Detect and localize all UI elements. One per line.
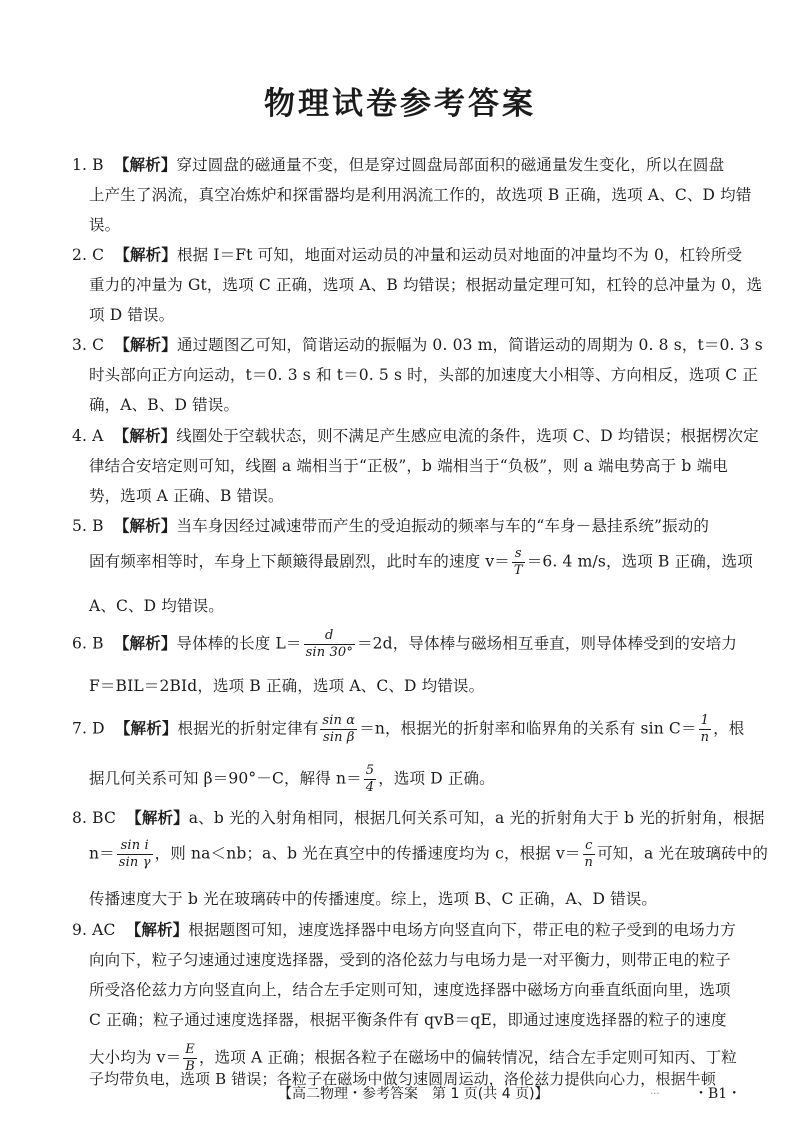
answer-1-number: 1. B [72, 156, 104, 174]
answer-4-line-2: 律结合安培定则可知，线圈 a 端相当于“正极”，b 端相当于“负极”，则 a 端电势高于 b 端电 [89, 457, 728, 475]
answer-5-line-3: A、C、D 均错误。 [89, 597, 224, 615]
answer-5-text: 当车身因经过减速带而产生的受迫振动的频率与车的“车身－悬挂系统”振动的 [176, 517, 710, 535]
answer-9-text: 根据题图可知，速度选择器中电场方向竖直向下，带正电的粒子受到的电场力方 [188, 921, 737, 939]
answer-6-line-2: F＝BIL＝2BId，选项 B 正确，选项 A、C、D 均错误。 [89, 677, 485, 695]
answer-5-number: 5. B [72, 517, 104, 535]
analysis-tag: 【解析】 [113, 156, 177, 174]
analysis-tag: 【解析】 [113, 634, 177, 653]
answer-4-text: 线圈处于空载状态，则不满足产生感应电流的条件，选项 C、D 均错误；根据楞次定 [176, 427, 759, 445]
analysis-tag: 【解析】 [114, 719, 178, 738]
fraction-sin-alpha-over-sin-beta: $\frac{\text{sin α}}{\text{sin β}}$ [322, 713, 356, 745]
analysis-tag: 【解析】 [126, 809, 189, 827]
analysis-tag: 【解析】 [113, 427, 177, 445]
answer-7-number: 7. D [72, 719, 105, 738]
fraction-1-over-n: $\frac{1}{n}$ [700, 713, 710, 745]
answer-3-line-3: 确，A、B、D 错误。 [89, 396, 240, 414]
answer-1-line-2: 上产生了涡流，真空冶炼炉和探雷器均是利用涡流工作的，故选项 B 正确，选项 A、C、D 均错 [89, 186, 752, 204]
page-title: 物理试卷参考答案 [264, 86, 536, 122]
answer-7-line-1: 7. D 【解析】根据光的折射定律有 $\frac{\text{sin α}}{\text{sin β}}$ ＝n，根据光的折射率和临界角的关系有 sin C＝ $\frac{1}{n}$ ，根 [72, 713, 745, 745]
answer-6-line-1: 6. B 【解析】导体棒的长度 L＝ $\frac{d}{\sin 30^\circ}$ ＝2d，导体棒与磁场相互垂直，则导体棒受到的安培力 [72, 628, 738, 660]
answer-2-line-2: 重力的冲量为 Gt，选项 C 正确，选项 A、B 均错误；根据动量定理可知，杠铃的总冲量为 0，选 [89, 276, 763, 294]
answer-7-line-2: 据几何关系可知 β＝90°－C，解得 n＝ $\frac{5}{4}$ ，选项 D 正确。 [89, 763, 495, 795]
footer-page-info: 【高二物理・参考答案 第 1 页(共 4 页)】 [278, 1086, 549, 1102]
fraction-d-over-sin30: $\frac{d}{\sin 30^\circ}$ [305, 628, 353, 660]
answer-8-number: 8. BC [72, 809, 117, 827]
fraction-e-over-b: $\frac{E}{B}$ [185, 1042, 195, 1074]
answer-1-line-3: 误。 [89, 216, 121, 234]
answer-3-line-1 [72, 333, 763, 355]
answer-9-line-1 [72, 918, 736, 940]
answer-9-line-3: 所受洛伦兹力方向竖直向上，结合左手定则可知，速度选择器中磁场方向垂直纸面向里，选项 [89, 981, 731, 999]
answer-6-number: 6. B [72, 634, 104, 653]
footer-code: ・B1・ [694, 1086, 742, 1102]
answer-3-line-2: 时头部向正方向运动，t＝0. 3 s 和 t＝0. 5 s 时，头部的加速度大小相等、方向相反，选项 C 正 [89, 366, 758, 384]
answer-9-line-4: C 正确；粒子通过速度选择器，根据平衡条件有 qvB＝qE，即通过速度选择器的粒子的速度 [89, 1011, 727, 1029]
analysis-tag: 【解析】 [113, 517, 177, 535]
answer-3-text: 通过题图乙可知，简谐运动的振幅为 0. 03 m，简谐运动的周期为 0. 8 s，t＝0. 3 s [176, 336, 763, 354]
answer-9-number: 9. AC [72, 921, 116, 939]
answer-2-text: 根据 I＝Ft 可知，地面对运动员的冲量和运动员对地面的冲量均不为 0，杠铃所受 [176, 246, 743, 264]
answer-5-line-1 [72, 514, 709, 536]
analysis-tag: 【解析】 [114, 246, 177, 264]
answer-8-line-3: 传播速度大于 b 光在玻璃砖中的传播速度。综上，选项 B、C 正确，A、D 错误。 [89, 890, 658, 908]
answer-1-line-1 [72, 153, 724, 175]
answer-2-number: 2. C [72, 246, 105, 264]
fraction-sin-i-over-sin-gamma: $\frac{\text{sin i}}{\text{sin γ}}$ [118, 838, 151, 870]
answer-1-text: 穿过圆盘的磁通量不变，但是穿过圆盘局部面积的磁通量发生变化，所以在圆盘 [176, 156, 725, 174]
footer-dots: ... [650, 1086, 660, 1097]
answer-4-line-3: 势，选项 A 正确、B 错误。 [89, 487, 284, 505]
answer-9-line-6: 子均带负电，选项 B 错误；各粒子在磁场中做匀速圆周运动，洛伦兹力提供向心力，根据牛顿 [89, 1070, 717, 1088]
answer-5-line-2: 固有频率相等时，车身上下颠簸得最剧烈，此时车的速度 v＝ $\frac{s}{T}$ ＝6. 4 m/s，选项 B 正确，选项 [89, 546, 753, 578]
answer-2-line-1 [72, 243, 742, 265]
answer-4-line-1 [72, 424, 759, 446]
answer-8-line-2: n＝ $\frac{\text{sin i}}{\text{sin γ}}$ ，则 na＜nb；a、b 光在真空中的传播速度均为 c，根据 v＝ $\frac{c}{n}$ 可知，a 光在玻璃砖中的 [89, 838, 769, 870]
answer-3-number: 3. C [72, 336, 105, 354]
fraction-5-over-4: $\frac{5}{4}$ [365, 763, 375, 795]
fraction-s-over-t: $\frac{s}{T}$ [513, 546, 523, 578]
answer-9-line-2: 向向下，粒子匀速通过速度选择器，受到的洛伦兹力与电场力是一对平衡力，则带正电的粒子 [89, 951, 731, 969]
answer-8-line-1 [72, 806, 764, 828]
answer-2-line-3: 项 D 错误。 [89, 306, 175, 324]
analysis-tag: 【解析】 [125, 921, 189, 939]
fraction-c-over-n: $\frac{c}{n}$ [584, 838, 594, 870]
answer-4-number: 4. A [72, 427, 104, 445]
answer-9-line-5: 大小均为 v＝ $\frac{E}{B}$ ，选项 A 正确；根据各粒子在磁场中的偏转情况，结合左手定则可知丙、丁粒 [89, 1042, 737, 1074]
analysis-tag: 【解析】 [114, 336, 177, 354]
answer-8-text: a、b 光的入射角相同，根据几何关系可知，a 光的折射角大于 b 光的折射角，根据 [188, 809, 765, 827]
